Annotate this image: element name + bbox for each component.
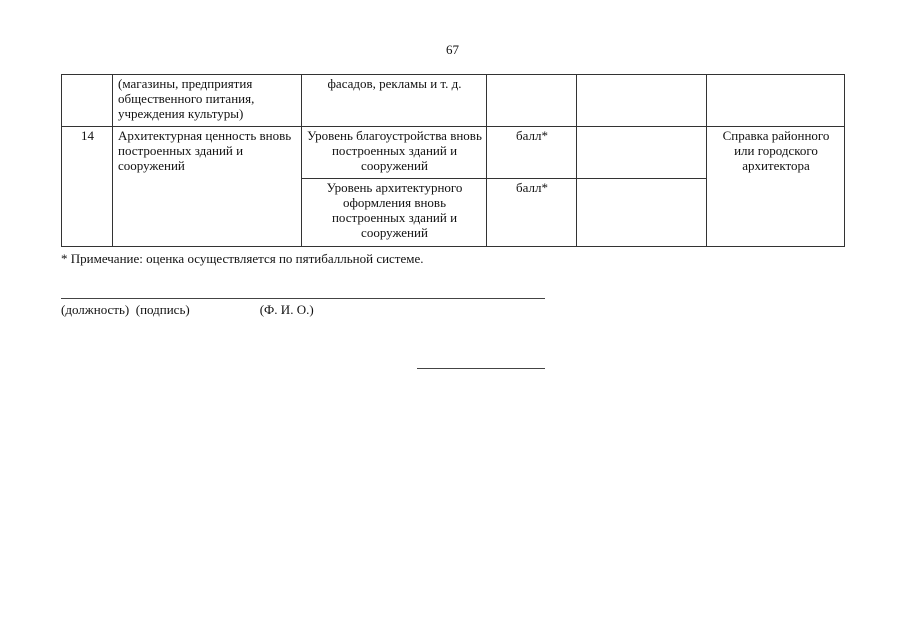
end-divider xyxy=(417,368,545,369)
table-cell-source xyxy=(707,75,845,127)
table-cell-name: (магазины, предприятия общественного питания, учреждения культуры) xyxy=(113,75,302,127)
table-cell-unit: балл* xyxy=(487,179,577,247)
table-cell-indicator: Уровень благоустройства вновь построенных зданий и сооружений xyxy=(302,127,487,179)
table-cell-number xyxy=(62,75,113,127)
table-cell-indicator: фасадов, рекламы и т. д. xyxy=(302,75,487,127)
table-cell-name: Архитектурная ценность вновь построенных зданий и сооружений xyxy=(113,127,302,247)
table-cell-unit xyxy=(487,75,577,127)
name-label: (Ф. И. О.) xyxy=(259,302,314,317)
table-cell-source: Справка районного или городского архитектора xyxy=(707,127,845,247)
table-cell-value xyxy=(577,179,707,247)
table-note: * Примечание: оценка осуществляется по пятибалльной системе. xyxy=(61,251,424,266)
indicators-table xyxy=(61,74,845,247)
table-row xyxy=(62,75,845,127)
signature-line xyxy=(61,298,545,299)
position-label: (должность) xyxy=(61,302,130,317)
table-row xyxy=(62,127,845,179)
table-cell-indicator: Уровень архитектурного оформления вновь построенных зданий и сооружений xyxy=(302,179,487,247)
signature-labels xyxy=(61,302,314,318)
table-cell-unit: балл* xyxy=(487,127,577,179)
table-cell-value xyxy=(577,127,707,179)
table-cell-number: 14 xyxy=(62,127,113,247)
table-cell-value xyxy=(577,75,707,127)
signature-label: (подпись) xyxy=(135,302,190,317)
page-number: 67 xyxy=(446,42,459,57)
